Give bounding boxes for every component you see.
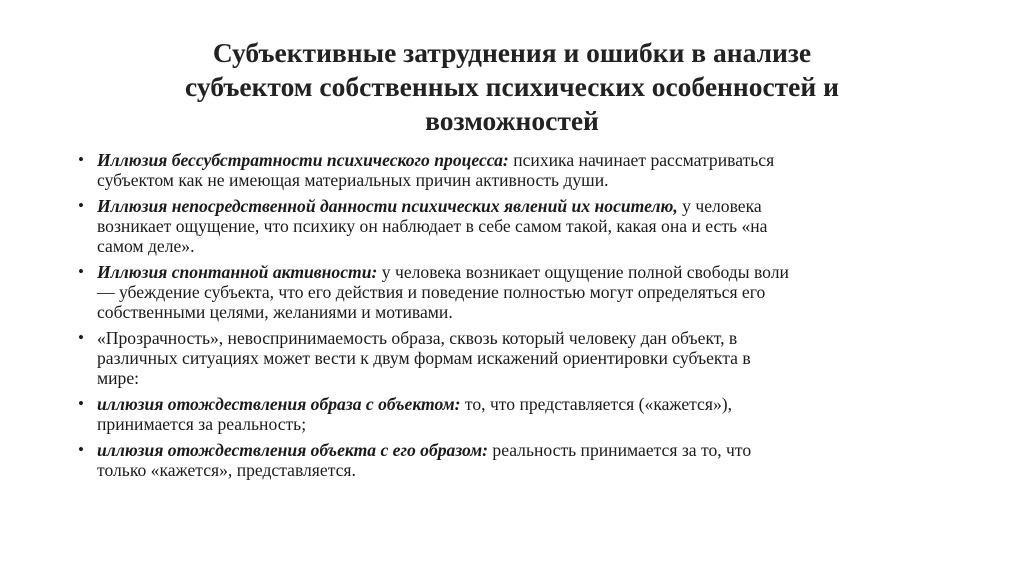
bullet-line: [97, 440, 938, 460]
title-line-3: возможностей: [425, 105, 599, 136]
bullet-marker: •: [78, 150, 84, 169]
bullet-line: собственными целями, желаниями и мотивами.: [97, 302, 453, 322]
bullet-text: реальность принимается за то, что: [488, 440, 752, 460]
bullet-marker: •: [78, 440, 84, 459]
title-line-2: субъектом собственных психических особенностей и: [185, 71, 839, 102]
bullet-marker: •: [78, 262, 84, 281]
bullet-term: Иллюзия спонтанной активности:: [97, 262, 378, 282]
bullet-marker: •: [78, 196, 84, 215]
bullet-item-6: [78, 440, 938, 480]
bullet-term: Иллюзия бессубстратности психического процесса:: [97, 150, 509, 170]
bullet-item-3: [78, 262, 938, 322]
bullet-term: иллюзия отождествления образа с объектом:: [97, 394, 461, 414]
bullet-text: у человека возникает ощущение полной свободы воли: [377, 262, 789, 282]
bullet-line: самом деле».: [97, 236, 195, 256]
bullet-list: [78, 150, 938, 486]
bullet-text: то, что представляется («кажется»),: [460, 394, 733, 414]
title-line-1: Субъективные затруднения и ошибки в анализе: [212, 37, 812, 68]
bullet-line: мире:: [97, 368, 140, 388]
bullet-item-1: [78, 150, 938, 190]
bullet-line: [97, 262, 938, 282]
bullet-line: [97, 150, 938, 170]
bullet-line: только «кажется», представляется.: [97, 460, 356, 480]
slide-title: [100, 36, 924, 138]
bullet-item-2: [78, 196, 938, 256]
bullet-line: субъектом как не имеющая материальных причин активность души.: [97, 170, 609, 190]
bullet-line: принимается за реальность;: [97, 414, 307, 434]
bullet-line: [97, 196, 938, 216]
bullet-item-4: [78, 328, 938, 388]
bullet-text: у человека: [677, 196, 762, 216]
bullet-line: — убеждение субъекта, что его действия и поведение полностью могут определяться его: [97, 282, 766, 302]
bullet-line: «Прозрачность», невоспринимаемость образа, сквозь который человеку дан объект, в: [97, 328, 738, 348]
bullet-marker: •: [78, 328, 84, 347]
bullet-text: психика начинает рассматриваться: [508, 150, 775, 170]
bullet-item-5: [78, 394, 938, 434]
bullet-marker: •: [78, 394, 84, 413]
bullet-line: различных ситуациях может вести к двум формам искажений ориентировки субъекта в: [97, 348, 751, 368]
bullet-term: иллюзия отождествления объекта с его образом:: [97, 440, 488, 460]
bullet-line: возникает ощущение, что психику он наблюдает в себе самом такой, какая она и есть «на: [97, 216, 768, 236]
bullet-line: [97, 394, 938, 414]
bullet-term: Иллюзия непосредственной данности психических явлений их носителю,: [97, 196, 678, 216]
